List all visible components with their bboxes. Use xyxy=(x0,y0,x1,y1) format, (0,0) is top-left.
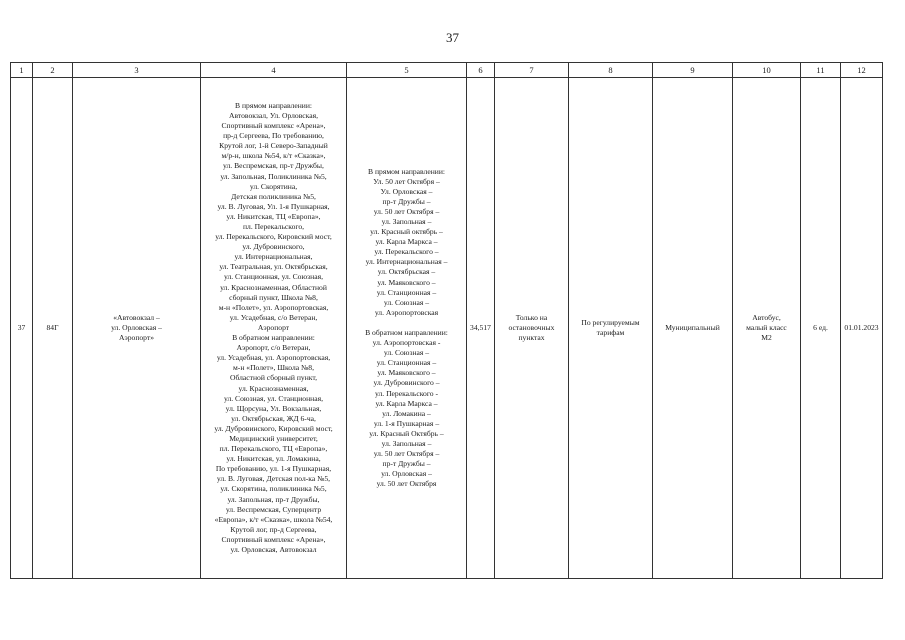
route-name xyxy=(73,78,201,579)
header-col-8: 8 xyxy=(569,63,653,78)
text-line: ул. Маяковского – xyxy=(377,368,436,378)
vehicle-count: 6 ед. xyxy=(801,78,841,579)
text-line: ул. Усадебная, ул. Аэропортовская, xyxy=(216,353,331,363)
header-col-7: 7 xyxy=(495,63,569,78)
text-line: м-н «Полет», ул. Аэропортовская, xyxy=(218,302,329,312)
text-line: Аэропорт xyxy=(257,322,290,332)
text-line: ул. Маяковского – xyxy=(377,277,436,287)
stops-reverse xyxy=(203,333,344,555)
text-line: ул. Ломакина – xyxy=(382,408,431,418)
header-col-11: 11 xyxy=(801,63,841,78)
text-line: ул. Красный октябрь – xyxy=(370,227,443,237)
stops-forward xyxy=(203,101,344,333)
text-line: Спортивный комплекс «Арена», xyxy=(221,121,326,131)
start-date: 01.01.2023 xyxy=(841,78,883,579)
text-line: ул. Дубровинского, xyxy=(242,242,305,252)
text-line: Медицинский университет, xyxy=(229,433,318,443)
boarding-order-line: остановочных xyxy=(508,322,555,332)
text-line: В прямом направлении: xyxy=(235,100,312,110)
route-name-line: Аэропорт» xyxy=(118,333,154,343)
page-number: 37 xyxy=(446,30,459,45)
streets-reverse xyxy=(349,328,464,490)
vehicle-class-line: малый класс xyxy=(746,322,787,332)
text-line: ул. Перекальского, Кировский мост, xyxy=(215,232,332,242)
header-col-10: 10 xyxy=(733,63,801,78)
text-line: ул. Запольная – xyxy=(381,217,432,227)
text-line: В обратном направлении: xyxy=(365,327,448,337)
table-row xyxy=(11,78,883,579)
text-line: ул. Союзная, ул. Станционная, xyxy=(224,393,323,403)
text-line: Крутой лог, пр-д Сергеева, xyxy=(230,524,317,534)
text-line: ул. Веспремская, пр-т Дружбы, xyxy=(223,161,324,171)
text-line: ул. Запольная, Поликлиника №5, xyxy=(220,171,327,181)
tariff-type-line: По регулируемым xyxy=(581,317,640,327)
route-registry-table xyxy=(10,62,883,579)
text-line: ул. 1-я Пушкарная – xyxy=(373,418,440,428)
text-line: Аэропорт, с/о Ветеран, xyxy=(236,343,311,353)
text-line: ул. Запольная – xyxy=(381,438,432,448)
text-line: ул. Интернациональная – xyxy=(365,257,448,267)
text-line: ул. Карла Маркса – xyxy=(375,398,438,408)
text-line: ул. Октябрьская, ЖД 6-ча, xyxy=(231,413,316,423)
text-line: Областной сборный пункт, xyxy=(229,373,318,383)
text-line: ул. Краснознаменная, xyxy=(238,383,309,393)
text-line: пл. Перекальского, xyxy=(242,222,305,232)
text-line: ул. Запольная, пр-т Дружбы, xyxy=(227,494,320,504)
header-col-5: 5 xyxy=(347,63,467,78)
tariff-type-line: тарифам xyxy=(596,328,625,337)
text-line: ул. Краснознаменная, Областной xyxy=(220,282,327,292)
spacer xyxy=(349,318,464,328)
header-col-9: 9 xyxy=(653,63,733,78)
header-col-6: 6 xyxy=(467,63,495,78)
text-line: ул. Щорсуна, Ул. Вокзальная, xyxy=(225,403,322,413)
text-line: пр-т Дружбы – xyxy=(382,196,431,206)
text-line: ул. Скорятина, xyxy=(249,181,298,191)
text-line: ул. Станционная – xyxy=(376,287,437,297)
text-line: ул. Интернациональная, xyxy=(234,252,313,262)
text-line: ул. Карла Маркса – xyxy=(375,237,438,247)
text-line: ул. Никитская, ул. Ломакина, xyxy=(226,454,321,464)
header-col-2: 2 xyxy=(33,63,73,78)
text-line: м/р-н, школа №54, к/т «Сказка», xyxy=(221,151,326,161)
text-line: ул. Станционная, ул. Союзная, xyxy=(224,272,323,282)
text-line: пр-д Сергеева, По требованию, xyxy=(223,131,324,141)
text-line: Крутой лог, 1-й Северо-Западный xyxy=(219,141,328,151)
text-line: Автовокзал, Ул. Орловская, xyxy=(229,110,318,120)
text-line: м-н «Полет», Школа №8, xyxy=(232,363,314,373)
vehicle-class-line: Автобус, xyxy=(752,312,781,322)
route-name-line: «Автовокзал – xyxy=(113,312,160,322)
streets-forward xyxy=(349,167,464,318)
text-line: ул. Аэропортовская - xyxy=(372,338,441,348)
route-registry-number: 37 xyxy=(11,78,33,579)
route-length: 34,517 xyxy=(467,78,495,579)
text-line: ул. Октябрьская – xyxy=(377,267,436,277)
text-line: ул. Перекальского - xyxy=(375,388,438,398)
stops-list xyxy=(201,78,347,579)
text-line: ул. Никитская, ТЦ «Европа», xyxy=(226,211,321,221)
text-line: ул. 50 лет Октября xyxy=(376,479,437,489)
text-line: пл. Перекальского, ТЦ «Европа», xyxy=(219,444,328,454)
route-name-line: ул. Орловская – xyxy=(111,322,162,332)
text-line: ул. 50 лет Октября – xyxy=(373,449,440,459)
header-col-1: 1 xyxy=(11,63,33,78)
text-line: ул. В. Луговая, Ул. 1-я Пушкарная, xyxy=(217,201,330,211)
text-line: Спортивный комплекс «Арена», xyxy=(221,534,326,544)
route-number: 84Г xyxy=(33,78,73,579)
text-line: ул. Орловская – xyxy=(381,469,432,479)
text-line: В прямом направлении: xyxy=(368,166,445,176)
text-line: ул. Перекальского – xyxy=(374,247,439,257)
header-col-12: 12 xyxy=(841,63,883,78)
text-line: ул. Орловская, Автовокзал xyxy=(230,545,317,555)
header-col-3: 3 xyxy=(73,63,201,78)
tariff-type xyxy=(569,78,653,579)
text-line: сборный пункт, Школа №8, xyxy=(229,292,318,302)
text-line: ул. Аэропортовская xyxy=(374,307,439,317)
text-line: Ул. 50 лет Октября – xyxy=(373,176,440,186)
text-line: пр-т Дружбы – xyxy=(382,459,431,469)
text-line: ул. В. Луговая, Детская пол-ка №5, xyxy=(216,474,331,484)
text-line: ул. Дубровинского – xyxy=(373,378,440,388)
vehicle-class xyxy=(733,78,801,579)
header-row xyxy=(11,63,883,78)
text-line: Ул. Орловская – xyxy=(380,186,433,196)
text-line: Детская поликлиника №5, xyxy=(231,191,316,201)
vehicle-class-line: М2 xyxy=(761,333,772,343)
text-line: ул. 50 лет Октября – xyxy=(373,206,440,216)
text-line: В обратном направлении: xyxy=(232,333,315,343)
text-line: ул. Союзная – xyxy=(383,297,430,307)
text-line: ул. Веспремская, Суперцентр xyxy=(225,504,322,514)
text-line: ул. Усадебная, с/о Ветеран, xyxy=(229,312,318,322)
streets-list xyxy=(347,78,467,579)
boarding-order-line: Только на xyxy=(515,312,548,322)
text-line: ул. Союзная – xyxy=(383,348,430,358)
text-line: ул. Театральная, ул. Октябрьская, xyxy=(219,262,328,272)
text-line: «Европа», к/т «Сказка», школа №54, xyxy=(214,514,333,524)
text-line: ул. Скорятина, поликлиника №5, xyxy=(220,484,327,494)
header-col-4: 4 xyxy=(201,63,347,78)
carrier-type: Муниципальный xyxy=(653,78,733,579)
text-line: ул. Дубровинского, Кировский мост, xyxy=(214,423,333,433)
text-line: По требованию, ул. 1-я Пушкарная, xyxy=(215,464,332,474)
text-line: ул. Станционная – xyxy=(376,358,437,368)
boarding-order xyxy=(495,78,569,579)
boarding-order-line: пунктах xyxy=(518,333,545,343)
text-line: ул. Красный Октябрь – xyxy=(369,428,444,438)
